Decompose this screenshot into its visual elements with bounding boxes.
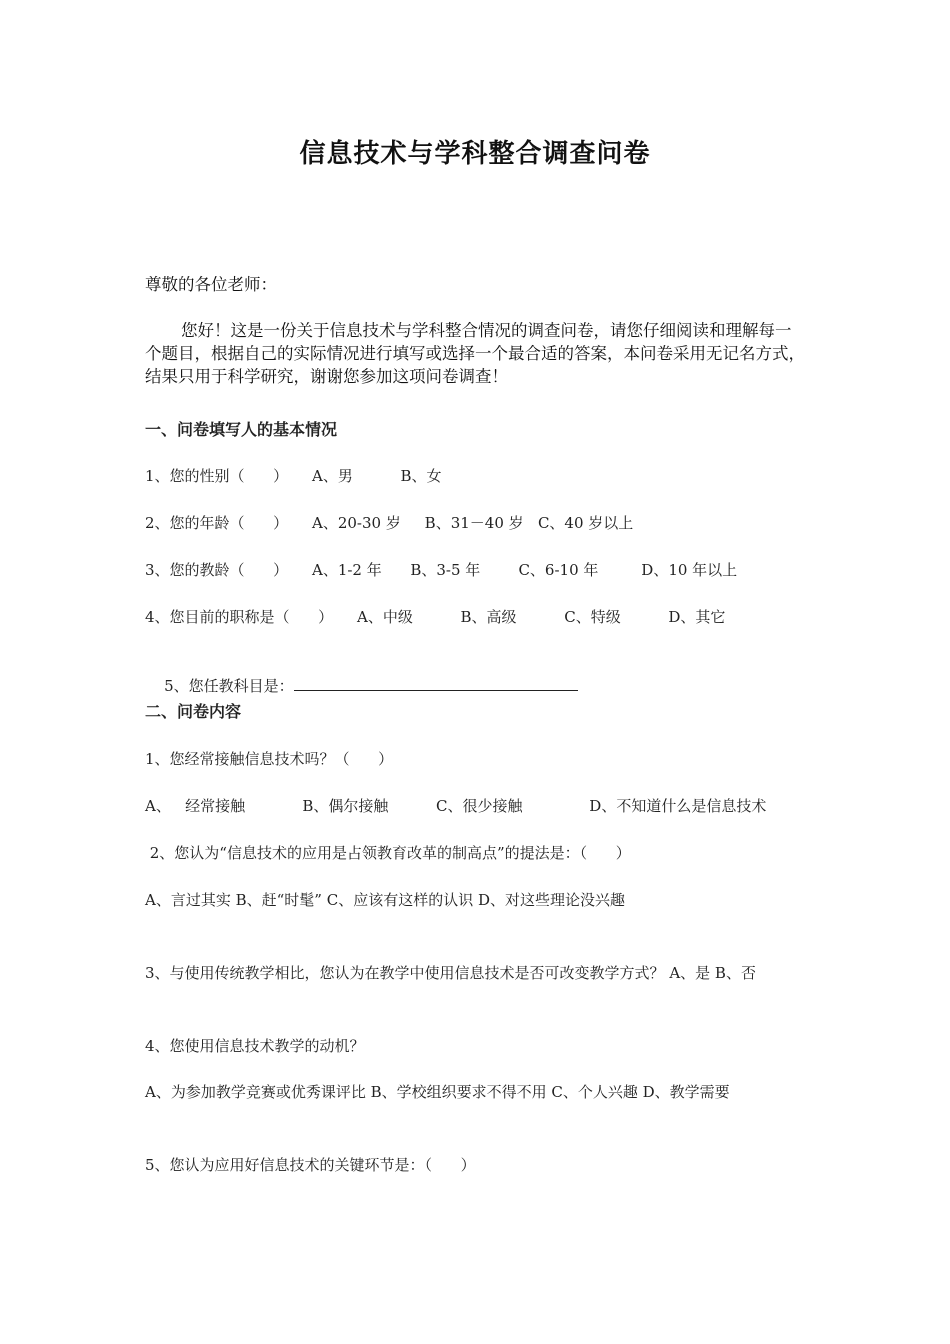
question-motivation-options: A、为参加教学竞赛或优秀课评比 B、学校组织要求不得不用 C、个人兴趣 D、教学需要 [145, 1083, 730, 1101]
section-heading-content: 二、问卷内容 [145, 702, 242, 721]
document-title: 信息技术与学科整合调查问卷 [299, 139, 651, 169]
question-it-view: 2、您认为“信息技术的应用是占领教育改革的制高点”的提法是：（ ） [145, 844, 631, 862]
intro-paragraph: 您好！这是一份关于信息技术与学科整合情况的调查问卷，请您仔细阅读和理解每一个题目，根据自己的实际情况进行填写或选择一个最合适的答案，本问卷采用无记名方式，结果只用于科学研究，谢谢您参加这项问卷调查！ [145, 321, 805, 386]
salutation: 尊敬的各位老师： [145, 275, 277, 294]
section-heading-basic-info: 一、问卷填写人的基本情况 [145, 420, 338, 439]
question-teaching-years: 3、您的教龄（ ） A、1-2 年 B、3-5 年 C、6-10 年 D、10 年以上 [145, 561, 738, 579]
question-key-link: 5、您认为应用好信息技术的关键环节是：（ ） [145, 1156, 476, 1174]
subject-blank-line [294, 675, 578, 691]
question-contact-it-options: A、 经常接触 B、偶尔接触 C、很少接触 D、不知道什么是信息技术 [145, 797, 767, 815]
question-motivation: 4、您使用信息技术教学的动机？ [145, 1037, 365, 1055]
question-teaching-method: 3、与使用传统教学相比，您认为在教学中使用信息技术是否可改变教学方式？ A、是 B、否 [145, 964, 756, 982]
question-subject-label: 5、您任教科目是： [164, 677, 294, 695]
question-gender: 1、您的性别（ ） A、男 B、女 [145, 467, 442, 485]
question-it-view-options: A、言过其实 B、赶“时髦” C、应该有这样的认识 D、对这些理论没兴趣 [145, 891, 626, 909]
question-contact-it: 1、您经常接触信息技术吗？（ ） [145, 750, 394, 768]
question-age: 2、您的年龄（ ） A、20-30 岁 B、31－40 岁 C、40 岁以上 [145, 514, 634, 532]
question-title-rank: 4、您目前的职称是（ ） A、中级 B、高级 C、特级 D、其它 [145, 608, 726, 626]
